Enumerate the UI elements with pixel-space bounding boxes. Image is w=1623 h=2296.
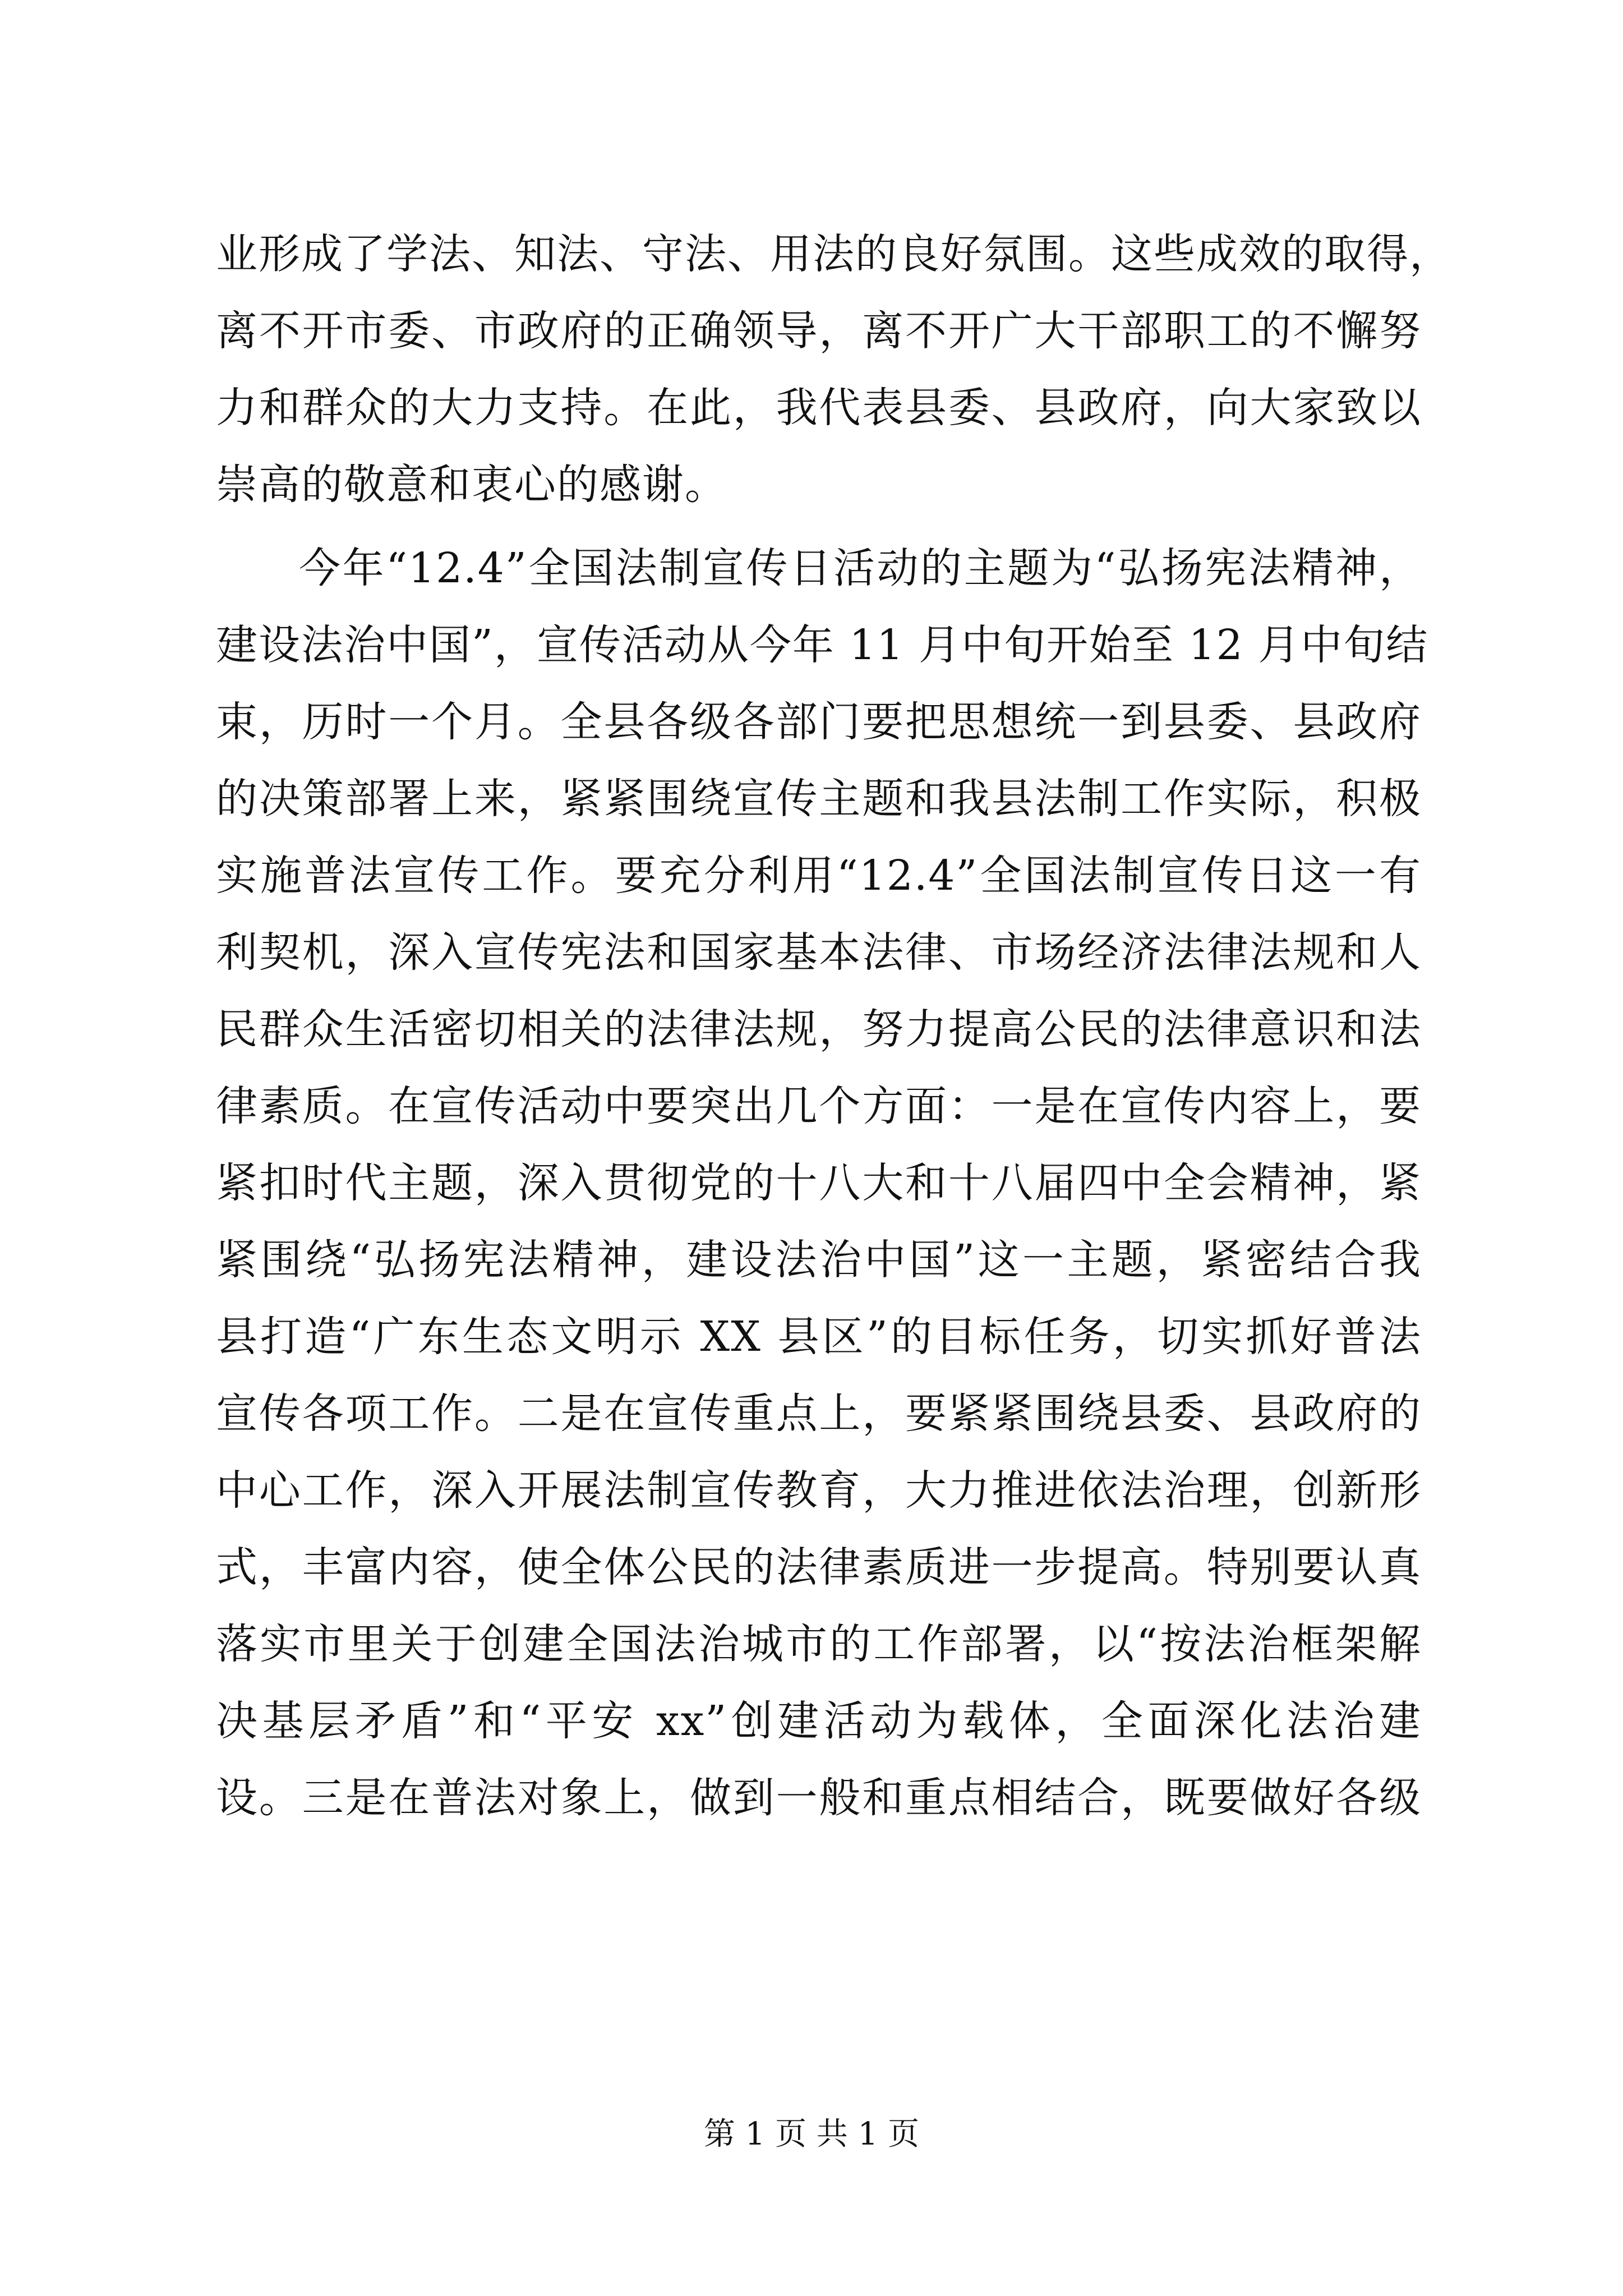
page-footer: 第 1 页 共 1 页 — [703, 2116, 920, 2152]
text-line: 式，丰富内容，使全体公民的法律素质进一步提高。特别要认真 — [216, 1543, 1422, 1591]
text-line: 业形成了学法、知法、守法、用法的良好氛围。这些成效的取得， — [216, 230, 1452, 278]
text-line: 律素质。在宣传活动中要突出几个方面：一是在宣传内容上，要 — [216, 1082, 1422, 1130]
text-line: 紧围绕“弘扬宪法精神，建设法治中国”这一主题，紧密结合我 — [216, 1236, 1422, 1284]
paragraph-2 — [216, 530, 1429, 1837]
text-line: 离不开市委、市政府的正确领导，离不开广大干部职工的不懈努 — [216, 307, 1422, 355]
text-line: 利契机，深入宣传宪法和国家基本法律、市场经济法律法规和人 — [216, 928, 1422, 977]
text-line: 设。三是在普法对象上，做到一般和重点相结合，既要做好各级 — [216, 1774, 1422, 1822]
text-line: 崇高的敬意和衷心的感谢。 — [216, 461, 727, 509]
document-body — [216, 216, 1452, 1837]
paragraph-1 — [216, 216, 1452, 523]
text-line: 民群众生活密切相关的法律法规，努力提高公民的法律意识和法 — [216, 1005, 1422, 1053]
paragraph-gap — [216, 523, 1422, 530]
text-line: 力和群众的大力支持。在此，我代表县委、县政府，向大家致以 — [216, 384, 1422, 432]
text-line: 实施普法宣传工作。要充分利用“12.4”全国法制宣传日这一有 — [216, 852, 1422, 900]
text-line: 决基层矛盾”和“平安 xx”创建活动为载体，全面深化法治建 — [216, 1697, 1422, 1745]
text-line: 中心工作，深入开展法制宣传教育，大力推进依法治理，创新形 — [216, 1466, 1422, 1515]
text-line: 的决策部署上来，紧紧围绕宣传主题和我县法制工作实际，积极 — [216, 775, 1422, 823]
text-line: 束，历时一个月。全县各级各部门要把思想统一到县委、县政府 — [216, 698, 1422, 746]
text-line: 今年“12.4”全国法制宣传日活动的主题为“弘扬宪法精神， — [299, 544, 1422, 592]
text-line: 紧扣时代主题，深入贯彻党的十八大和十八届四中全会精神，紧 — [216, 1159, 1422, 1207]
text-line: 落实市里关于创建全国法治城市的工作部署，以“按法治框架解 — [216, 1620, 1422, 1668]
text-line: 县打造“广东生态文明示 XX 县区”的目标任务，切实抓好普法 — [216, 1313, 1422, 1361]
text-line: 建设法治中国”，宣传活动从今年 11 月中旬开始至 12 月中旬结 — [216, 621, 1429, 669]
text-line: 宣传各项工作。二是在宣传重点上，要紧紧围绕县委、县政府的 — [216, 1389, 1422, 1438]
